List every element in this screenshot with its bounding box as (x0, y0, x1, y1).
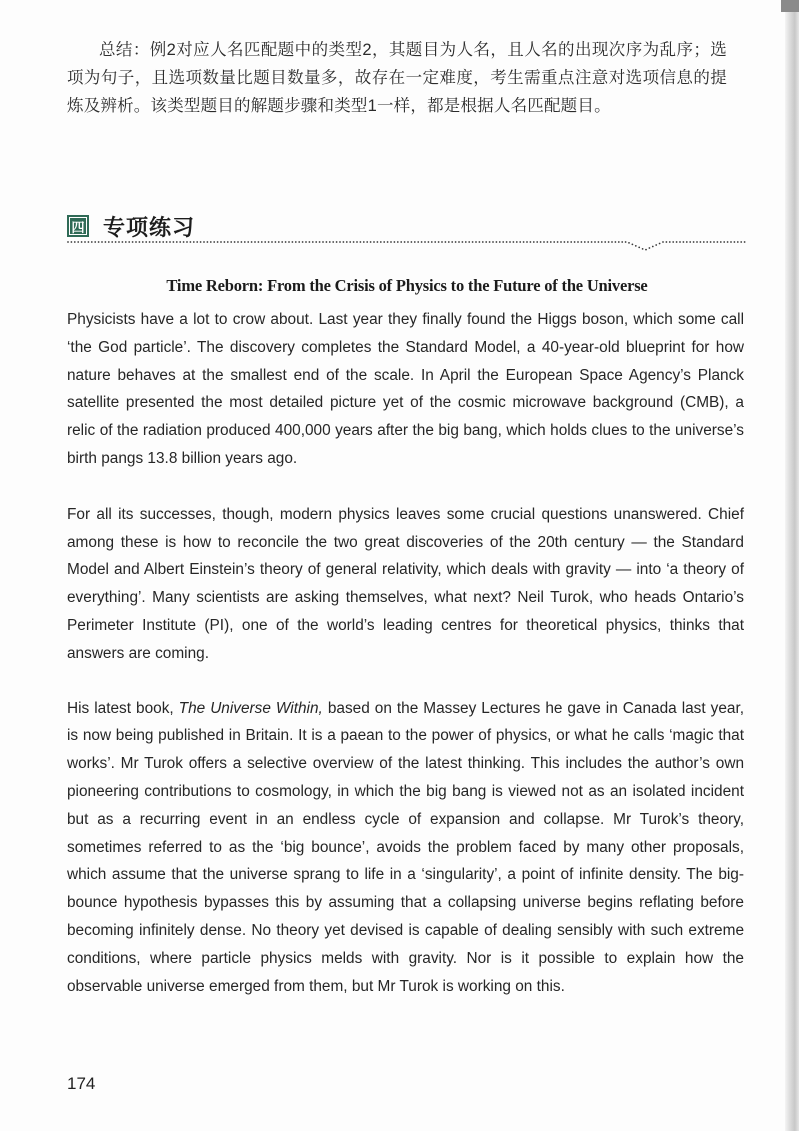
divider-dot (271, 241, 273, 243)
divider-dot (523, 241, 525, 243)
divider-dot (421, 241, 423, 243)
divider-dot (169, 241, 171, 243)
divider-dot (502, 241, 504, 243)
divider-dot (404, 241, 406, 243)
divider-dot (397, 241, 399, 243)
divider-dot (190, 241, 192, 243)
divider-dot (343, 241, 345, 243)
divider-dot (611, 241, 613, 243)
divider-dot (261, 241, 263, 243)
divider-dot (111, 241, 113, 243)
divider-dot (380, 241, 382, 243)
divider-dot (322, 241, 324, 243)
divider-dot (74, 241, 76, 243)
divider-dot (642, 248, 644, 250)
divider-dot (332, 241, 334, 243)
divider-dot (278, 241, 280, 243)
divider-dot (455, 241, 457, 243)
dotted-divider (67, 238, 747, 256)
divider-dot (193, 241, 195, 243)
divider-dot (176, 241, 178, 243)
divider-dot (125, 241, 127, 243)
divider-dot (727, 241, 729, 243)
divider-dot (353, 241, 355, 243)
article-paragraph-2: For all its successes, though, modern physics leaves some crucial questions unanswered. Chief among these is how to reconcile the two great discoveries of the 20th century — the Standard Model and Albert Einstein’s theory of general relativity, which deals with gravity — into ‘a theory of everything’. Many scientists are asking themselves, what next? Neil Turok, who heads Ontario’s Perimeter Institute (PI), one of the world’s leading centres for theoretical physics, thinks that answers are coming. (67, 505, 744, 662)
divider-dot (77, 241, 79, 243)
divider-dot (71, 241, 73, 243)
divider-dot (132, 241, 134, 243)
divider-dot (81, 241, 83, 243)
divider-dot (584, 241, 586, 243)
summary-section (67, 36, 727, 120)
divider-dot (360, 241, 362, 243)
divider-dot (88, 241, 90, 243)
divider-dot (662, 241, 664, 243)
divider-dot (632, 244, 634, 246)
divider-dot (428, 241, 430, 243)
divider-dot (489, 241, 491, 243)
divider-dot (492, 241, 494, 243)
divider-dot (302, 241, 304, 243)
divider-dot (485, 241, 487, 243)
divider-dot (224, 241, 226, 243)
divider-dot (183, 241, 185, 243)
divider-dot (696, 241, 698, 243)
divider-dot (98, 241, 100, 243)
divider-dot (533, 241, 535, 243)
divider-dot (570, 241, 572, 243)
divider-dot (560, 241, 562, 243)
divider-dot (448, 241, 450, 243)
divider-dot (315, 241, 317, 243)
divider-dot (247, 241, 249, 243)
divider-dot (105, 241, 107, 243)
divider-dot (373, 241, 375, 243)
divider-dot (118, 241, 120, 243)
divider-dot (445, 241, 447, 243)
divider-dot (553, 241, 555, 243)
divider-dot (434, 241, 436, 243)
section-header (67, 211, 195, 241)
divider-dot (196, 241, 198, 243)
divider-dot (601, 241, 603, 243)
divider-dot (628, 242, 630, 244)
divider-dot (441, 241, 443, 243)
divider-dot (438, 241, 440, 243)
divider-dot (693, 241, 695, 243)
divider-dot (394, 241, 396, 243)
divider-dot (400, 241, 402, 243)
divider-dot (557, 241, 559, 243)
divider-dot (689, 241, 691, 243)
divider-dot (431, 241, 433, 243)
divider-dot (652, 246, 654, 248)
divider-dot (94, 241, 96, 243)
divider-dot (67, 241, 69, 243)
divider-dot (686, 241, 688, 243)
divider-dot (710, 241, 712, 243)
divider-dot (465, 241, 467, 243)
divider-dot (458, 241, 460, 243)
divider-dot (149, 241, 151, 243)
divider-dot (496, 241, 498, 243)
divider-dot (305, 241, 307, 243)
divider-dot (230, 241, 232, 243)
divider-dot (621, 241, 623, 243)
divider-dot (468, 241, 470, 243)
divider-dot (356, 241, 358, 243)
divider-dot (581, 241, 583, 243)
divider-dot (411, 241, 413, 243)
divider-dot (618, 241, 620, 243)
divider-dot (186, 241, 188, 243)
divider-dot (319, 241, 321, 243)
divider-dot (292, 241, 294, 243)
divider-dot (162, 241, 164, 243)
divider-dot (424, 241, 426, 243)
divider-dot (363, 241, 365, 243)
divider-dot (737, 241, 739, 243)
divider-dot (207, 241, 209, 243)
divider-dot (683, 241, 685, 243)
article-paragraph-1: Physicists have a lot to crow about. Last year they finally found the Higgs boson, which some call ‘the God particle’. The discovery completes the Standard Model, a 40-year-old blueprint for how nature behaves at the smallest end of the scale. In April the European Space Agency’s Planck satellite presented the most detailed picture yet of the cosmic microwave background (CMB), a relic of the radiation produced 400,000 years after the big bang, which holds clues to the universe’s birth pangs 13.8 billion years ago. (67, 311, 744, 467)
divider-dot (264, 241, 266, 243)
divider-dot (462, 241, 464, 243)
divider-dot (594, 241, 596, 243)
divider-dot (540, 241, 542, 243)
divider-dot (285, 241, 287, 243)
divider-dot (720, 241, 722, 243)
divider-dot (730, 241, 732, 243)
divider-dot (370, 241, 372, 243)
divider-dot (615, 241, 617, 243)
divider-dot (598, 241, 600, 243)
divider-dot (220, 241, 222, 243)
divider-dot (472, 241, 474, 243)
divider-dot (567, 241, 569, 243)
divider-dot (152, 241, 154, 243)
divider-dot (543, 241, 545, 243)
divider-dot (638, 247, 640, 249)
divider-dot (179, 241, 181, 243)
summary-paragraph: 总结：例2对应人名匹配题中的类型2，其题目为人名，且人名的出现次序为乱序；选项为句子，且选项数量比题目数量多，故存在一定难度，考生需重点注意对选项信息的提炼及辨析。该类型题目的解题步骤和类型1一样，都是根据人名匹配题目。 (67, 41, 727, 115)
book-title-italic: The Universe Within, (178, 699, 323, 717)
section-number-badge: 四 (67, 215, 89, 237)
divider-dot (288, 241, 290, 243)
divider-dot (608, 241, 610, 243)
divider-dot (723, 241, 725, 243)
section-title: 专项练习 (103, 214, 196, 240)
divider-dot (659, 243, 661, 245)
divider-dot (706, 241, 708, 243)
divider-dot (679, 241, 681, 243)
divider-dot (547, 241, 549, 243)
divider-dot (108, 241, 110, 243)
divider-dot (577, 241, 579, 243)
divider-dot (237, 241, 239, 243)
divider-dot (740, 241, 742, 243)
divider-dot (744, 241, 746, 243)
divider-dot (604, 241, 606, 243)
divider-dot (499, 241, 501, 243)
divider-dot (203, 241, 205, 243)
divider-dot (312, 241, 314, 243)
divider-dot (519, 241, 521, 243)
divider-dot (281, 241, 283, 243)
article-paragraph-3 (67, 695, 744, 1001)
divider-dot (251, 241, 253, 243)
divider-dot (298, 241, 300, 243)
paragraph-text: based on the Massey Lectures he gave in Canada last year, is now being published in Britain. It is a paean to the power of physics, or what he calls ‘magic that works’. Mr Turok offers a selective overview of the latest thinking. This includes the author’s own pioneering contributions to cosmology, in which the big bang is viewed not as an isolated incident but as a recurring event in an endless cycle of expansion and collapse. Mr Turok’s theory, sometimes referred to as the ‘big bounce’, avoids the problem faced by many other proposals, which assume that the universe sprang to life in a ‘singularity’, a point of infinite density. The big-bounce hypothesis bypasses this by assuming that a collapsing universe begins reflating before becoming infinitely dense. No theory yet devised is capable of dealing sensibly with such extreme conditions, where particle physics melds with gravity. Nor is it possible to explain how the observable universe emerged from them, but Mr Turok is working on this. (67, 699, 745, 995)
divider-dot (407, 241, 409, 243)
divider-dot (377, 241, 379, 243)
divider-dot (173, 241, 175, 243)
divider-dot (349, 241, 351, 243)
divider-dot (645, 249, 647, 251)
divider-dot (275, 241, 277, 243)
divider-dot (564, 241, 566, 243)
divider-dot (387, 241, 389, 243)
divider-dot (649, 247, 651, 249)
divider-dot (513, 241, 515, 243)
divider-dot (479, 241, 481, 243)
divider-dot (210, 241, 212, 243)
divider-dot (587, 241, 589, 243)
divider-dot (655, 244, 657, 246)
divider-dot (115, 241, 117, 243)
divider-dot (390, 241, 392, 243)
divider-dot (417, 241, 419, 243)
divider-dot (676, 241, 678, 243)
divider-dot (383, 241, 385, 243)
divider-dot (234, 241, 236, 243)
divider-dot (84, 241, 86, 243)
divider-dot (159, 241, 161, 243)
divider-dot (135, 241, 137, 243)
divider-dot (734, 241, 736, 243)
divider-dot (530, 241, 532, 243)
divider-dot (346, 241, 348, 243)
divider-dot (213, 241, 215, 243)
divider-dot (326, 241, 328, 243)
page-gutter-shadow (785, 0, 799, 1131)
divider-dot (258, 241, 260, 243)
divider-dot (122, 241, 124, 243)
divider-dot (536, 241, 538, 243)
article-body (67, 306, 744, 1028)
divider-dot (166, 241, 168, 243)
divider-dot (101, 241, 103, 243)
divider-dot (268, 241, 270, 243)
page-number: 174 (67, 1074, 96, 1093)
divider-dot (309, 241, 311, 243)
divider-dot (669, 241, 671, 243)
divider-dot (329, 241, 331, 243)
divider-dot (591, 241, 593, 243)
divider-dot (451, 241, 453, 243)
divider-dot (482, 241, 484, 243)
divider-dot (142, 241, 144, 243)
divider-dot (717, 241, 719, 243)
divider-dot (227, 241, 229, 243)
paragraph-text: His latest book, (67, 699, 179, 717)
divider-dot (703, 241, 705, 243)
divider-dot (550, 241, 552, 243)
divider-dot (713, 241, 715, 243)
divider-dot (672, 241, 674, 243)
divider-dot (516, 241, 518, 243)
divider-dot (506, 241, 508, 243)
divider-dot (574, 241, 576, 243)
divider-dot (414, 241, 416, 243)
divider-dot (91, 241, 93, 243)
divider-dot (295, 241, 297, 243)
article-title: Time Reborn: From the Crisis of Physics to the Future of the Universe (166, 276, 648, 295)
divider-dot (200, 241, 202, 243)
divider-dot (217, 241, 219, 243)
divider-dot (241, 241, 243, 243)
divider-dot (700, 241, 702, 243)
divider-dot (666, 241, 668, 243)
divider-dot (509, 241, 511, 243)
divider-dot (475, 241, 477, 243)
divider-dot (366, 241, 368, 243)
page-corner-shadow (781, 0, 799, 12)
divider-dot (336, 241, 338, 243)
divider-dot (244, 241, 246, 243)
divider-dot (156, 241, 158, 243)
divider-dot (145, 241, 147, 243)
divider-dot (526, 241, 528, 243)
divider-dot (128, 241, 130, 243)
divider-dot (139, 241, 141, 243)
divider-dot (625, 241, 627, 243)
divider-dot (254, 241, 256, 243)
divider-dot (339, 241, 341, 243)
divider-dot (635, 245, 637, 247)
